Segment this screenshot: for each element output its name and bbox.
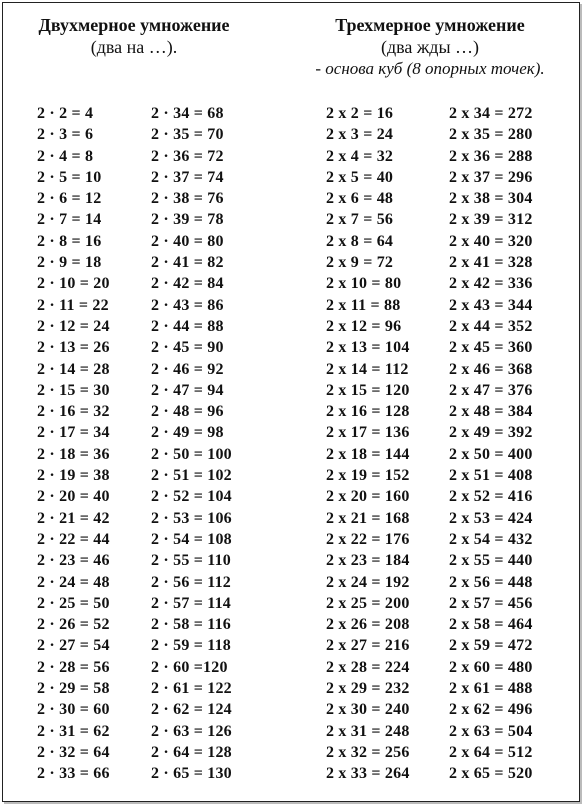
equation-row: 2 · 57 = 114 xyxy=(151,594,231,612)
column-two-dim-2 xyxy=(151,103,232,785)
equation-row: 2 · 34 = 68 xyxy=(151,105,224,122)
equation-row: 2 · 17 = 34 xyxy=(37,424,110,442)
equation-row: 2 · 55 = 110 xyxy=(151,552,231,570)
equation-row: 2 · 33 = 66 xyxy=(37,765,110,783)
equation-row: 2 · 9 = 18 xyxy=(37,254,102,272)
equation-row: 2 x 45 = 360 xyxy=(449,339,533,357)
equation-row: 2 x 16 = 128 xyxy=(326,403,410,421)
equation-row: 2 · 24 = 48 xyxy=(37,573,110,591)
equation-row: 2 x 6 = 48 xyxy=(326,190,394,208)
equation-row: 2 · 63 = 126 xyxy=(151,722,232,740)
equation-row: 2 x 46 = 368 xyxy=(449,360,533,378)
equation-row: 2 x 34 = 272 xyxy=(449,105,533,122)
equation-row: 2 · 22 = 44 xyxy=(37,530,110,548)
equation-row: 2 x 52 = 416 xyxy=(449,488,533,506)
equation-row: 2 x 13 = 104 xyxy=(326,339,410,357)
equation-row: 2 · 51 = 102 xyxy=(151,467,232,485)
equation-row: 2 · 37 = 74 xyxy=(151,168,224,186)
equation-row: 2 x 65 = 520 xyxy=(449,765,533,783)
equation-row: 2 · 64 = 128 xyxy=(151,743,232,761)
equation-row: 2 x 24 = 192 xyxy=(326,573,410,591)
equation-row: 2 x 19 = 152 xyxy=(326,467,410,485)
equation-row: 2 x 48 = 384 xyxy=(449,403,533,421)
equation-row: 2 x 31 = 248 xyxy=(326,722,410,740)
equation-row: 2 x 10 = 80 xyxy=(326,275,402,293)
equation-row: 2 · 60 =120 xyxy=(151,658,228,676)
equation-row: 2 · 16 = 32 xyxy=(37,403,110,421)
equation-row: 2 x 29 = 232 xyxy=(326,680,410,698)
equation-row: 2 x 11 = 88 xyxy=(326,296,401,314)
equation-row: 2 x 36 = 288 xyxy=(449,147,533,165)
equation-row: 2 · 12 = 24 xyxy=(37,317,110,335)
left-header-subtitle: (два на …). xyxy=(90,37,178,57)
equation-row: 2 x 23 = 184 xyxy=(326,552,410,570)
equation-row: 2 x 3 = 24 xyxy=(326,126,394,144)
equation-row: 2 x 54 = 432 xyxy=(449,530,533,548)
equation-row: 2 x 25 = 200 xyxy=(326,594,410,612)
equation-row: 2 · 53 = 106 xyxy=(151,509,232,527)
equation-row: 2 x 32 = 256 xyxy=(326,743,410,761)
equation-row: 2 · 35 = 70 xyxy=(151,126,224,144)
equation-row: 2 · 50 = 100 xyxy=(151,445,232,463)
equation-row: 2 · 32 = 64 xyxy=(37,743,110,761)
equation-row: 2 x 9 = 72 xyxy=(326,254,394,272)
equation-row: 2 · 27 = 54 xyxy=(37,637,110,655)
equation-row: 2 · 10 = 20 xyxy=(37,275,110,293)
equation-row: 2 · 44 = 88 xyxy=(151,317,224,335)
equation-row: 2 · 6 = 12 xyxy=(37,190,102,208)
equation-row: 2 x 21 = 168 xyxy=(326,509,410,527)
equation-row: 2 · 21 = 42 xyxy=(37,509,110,527)
equation-row: 2 · 49 = 98 xyxy=(151,424,224,442)
equation-row: 2 x 39 = 312 xyxy=(449,211,533,229)
column-two-dim-1 xyxy=(37,103,110,785)
equation-row: 2 · 41 = 82 xyxy=(151,254,224,272)
equation-row: 2 · 5 = 10 xyxy=(37,168,102,186)
equation-row: 2 x 33 = 264 xyxy=(326,765,410,783)
equation-row: 2 · 11 = 22 xyxy=(37,296,109,314)
equation-row: 2 x 17 = 136 xyxy=(326,424,410,442)
equation-row: 2 x 12 = 96 xyxy=(326,317,402,335)
left-header xyxy=(14,14,254,58)
equation-row: 2 x 5 = 40 xyxy=(326,168,394,186)
equation-row: 2 · 23 = 46 xyxy=(37,552,110,570)
equation-row: 2 · 39 = 78 xyxy=(151,211,224,229)
equation-row: 2 x 56 = 448 xyxy=(449,573,533,591)
equation-row: 2 x 8 = 64 xyxy=(326,232,394,250)
equation-row: 2 x 64 = 512 xyxy=(449,743,533,761)
equation-row: 2 x 60 = 480 xyxy=(449,658,533,676)
equation-row: 2 x 7 = 56 xyxy=(326,211,394,229)
left-header-title: Двухмерное умножение xyxy=(38,15,230,35)
equation-row: 2 · 52 = 104 xyxy=(151,488,232,506)
equation-row: 2 · 14 = 28 xyxy=(37,360,110,378)
equation-row: 2 · 18 = 36 xyxy=(37,445,110,463)
equation-row: 2 · 15 = 30 xyxy=(37,381,110,399)
equation-row: 2 x 37 = 296 xyxy=(449,168,533,186)
equation-row: 2 x 47 = 376 xyxy=(449,381,533,399)
equation-row: 2 · 47 = 94 xyxy=(151,381,224,399)
equation-row: 2 · 56 = 112 xyxy=(151,573,231,591)
equation-row: 2 x 30 = 240 xyxy=(326,701,410,719)
equation-row: 2 · 58 = 116 xyxy=(151,616,231,634)
equation-row: 2 x 43 = 344 xyxy=(449,296,533,314)
equation-row: 2 x 61 = 488 xyxy=(449,680,533,698)
equation-row: 2 · 26 = 52 xyxy=(37,616,110,634)
equation-row: 2 · 36 = 72 xyxy=(151,147,224,165)
equation-row: 2 x 18 = 144 xyxy=(326,445,410,463)
equation-row: 2 · 42 = 84 xyxy=(151,275,224,293)
equation-row: 2 x 58 = 464 xyxy=(449,616,533,634)
equation-row: 2 x 59 = 472 xyxy=(449,637,533,655)
equation-row: 2 x 14 = 112 xyxy=(326,360,409,378)
equation-row: 2 x 44 = 352 xyxy=(449,317,533,335)
equation-row: 2 x 62 = 496 xyxy=(449,701,533,719)
equation-row: 2 x 50 = 400 xyxy=(449,445,533,463)
equation-row: 2 x 57 = 456 xyxy=(449,594,533,612)
equation-row: 2 x 2 = 16 xyxy=(326,105,394,122)
column-three-dim-2 xyxy=(449,103,533,785)
equation-row: 2 x 15 = 120 xyxy=(326,381,410,399)
equation-row: 2 · 3 = 6 xyxy=(37,126,94,144)
equation-row: 2 x 20 = 160 xyxy=(326,488,410,506)
equation-row: 2 x 41 = 328 xyxy=(449,254,533,272)
right-header-title: Трехмерное умножение xyxy=(335,15,525,35)
equation-row: 2 · 40 = 80 xyxy=(151,232,224,250)
equation-row: 2 · 19 = 38 xyxy=(37,467,110,485)
equation-row: 2 · 45 = 90 xyxy=(151,339,224,357)
equation-row: 2 · 65 = 130 xyxy=(151,765,232,783)
equation-row: 2 x 26 = 208 xyxy=(326,616,410,634)
equation-row: 2 x 4 = 32 xyxy=(326,147,394,165)
equation-row: 2 x 51 = 408 xyxy=(449,467,533,485)
equation-row: 2 · 8 = 16 xyxy=(37,232,102,250)
equation-row: 2 · 20 = 40 xyxy=(37,488,110,506)
equation-row: 2 · 61 = 122 xyxy=(151,680,232,698)
equation-row: 2 · 59 = 118 xyxy=(151,637,231,655)
equation-row: 2 x 49 = 392 xyxy=(449,424,533,442)
right-header xyxy=(290,14,570,80)
equation-row: 2 x 53 = 424 xyxy=(449,509,533,527)
equation-row: 2 · 28 = 56 xyxy=(37,658,110,676)
right-header-subtitle: (два жды …) xyxy=(380,37,480,57)
equation-row: 2 · 13 = 26 xyxy=(37,339,110,357)
equation-row: 2 · 31 = 62 xyxy=(37,722,110,740)
equation-row: 2 x 63 = 504 xyxy=(449,722,533,740)
equation-row: 2 x 40 = 320 xyxy=(449,232,533,250)
right-header-note: - основа куб (8 опорных точек). xyxy=(315,59,545,78)
equation-row: 2 · 7 = 14 xyxy=(37,211,102,229)
equation-row: 2 · 54 = 108 xyxy=(151,530,232,548)
equation-row: 2 · 4 = 8 xyxy=(37,147,94,165)
equation-row: 2 · 48 = 96 xyxy=(151,403,224,421)
equation-row: 2 x 27 = 216 xyxy=(326,637,410,655)
equation-row: 2 x 55 = 440 xyxy=(449,552,533,570)
equation-row: 2 x 38 = 304 xyxy=(449,190,533,208)
equation-row: 2 · 38 = 76 xyxy=(151,190,224,208)
equation-row: 2 · 2 = 4 xyxy=(37,105,94,122)
equation-row: 2 x 35 = 280 xyxy=(449,126,533,144)
equation-row: 2 · 25 = 50 xyxy=(37,594,110,612)
equation-row: 2 · 30 = 60 xyxy=(37,701,110,719)
equation-row: 2 · 43 = 86 xyxy=(151,296,224,314)
equation-row: 2 · 62 = 124 xyxy=(151,701,232,719)
equation-row: 2 · 46 = 92 xyxy=(151,360,224,378)
equation-row: 2 x 28 = 224 xyxy=(326,658,410,676)
equation-row: 2 x 42 = 336 xyxy=(449,275,533,293)
column-three-dim-1 xyxy=(326,103,410,785)
equation-row: 2 · 29 = 58 xyxy=(37,680,110,698)
equation-row: 2 x 22 = 176 xyxy=(326,530,410,548)
